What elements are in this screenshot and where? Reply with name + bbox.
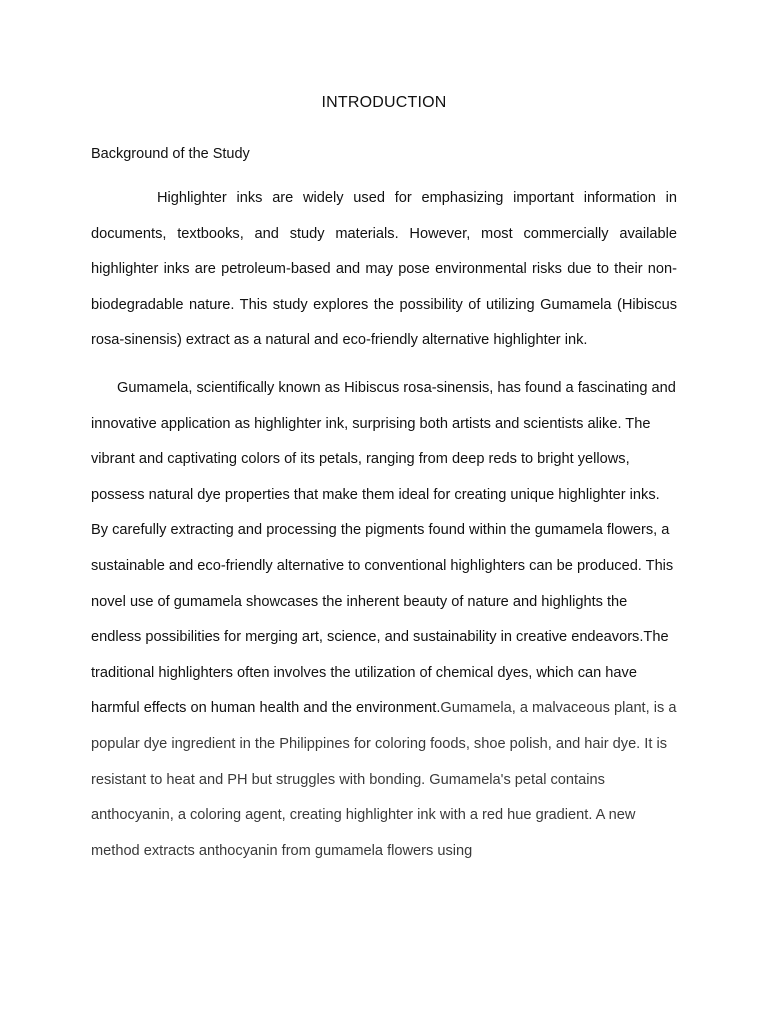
- paragraph-1: Highlighter inks are widely used for emphasizing important information in documents, textbooks, and study materials. However, most commercially available highlighter inks are petroleum-based and may pose environmental risks due to their non-biodegradable nature. This study explores the possibility of utilizing Gumamela (Hibiscus rosa-sinensis) extract as a natural and eco-friendly alternative highlighter ink.: [91, 190, 677, 349]
- document-title: INTRODUCTION: [321, 94, 447, 111]
- section-heading: Background of the Study: [91, 146, 250, 162]
- paragraph-2-continuation: Gumamela, a malvaceous plant, is a popular dye ingredient in the Philippines for coloring foods, shoe polish, and hair dye. It is resistant to heat and PH but struggles with bonding. Gumamela's petal contains anthocyanin, a coloring agent, creating highlighter ink with a red hue gradient. A new method extracts anthocyanin from gumamela flowers using: [91, 700, 677, 859]
- paragraph-2: [91, 371, 677, 869]
- paragraph-2-text: Gumamela, scientifically known as Hibiscus rosa-sinensis, has found a fascinating and innovative application as highlighter ink, surprising both artists and scientists alike. The vibrant and captivating colors of its petals, ranging from deep reds to bright yellows, possess natural dye properties that make them ideal for creating unique highlighter inks. By carefully extracting and processing the pigments found within the gumamela flowers, a sustainable and eco-friendly alternative to conventional highlighters can be produced. This novel use of gumamela showcases the inherent beauty of nature and highlights the endless possibilities for merging art, science, and sustainability in creative endeavors.The traditional highlighters often involves the utilization of chemical dyes, which can have harmful effects on human health and the environment.: [91, 380, 676, 717]
